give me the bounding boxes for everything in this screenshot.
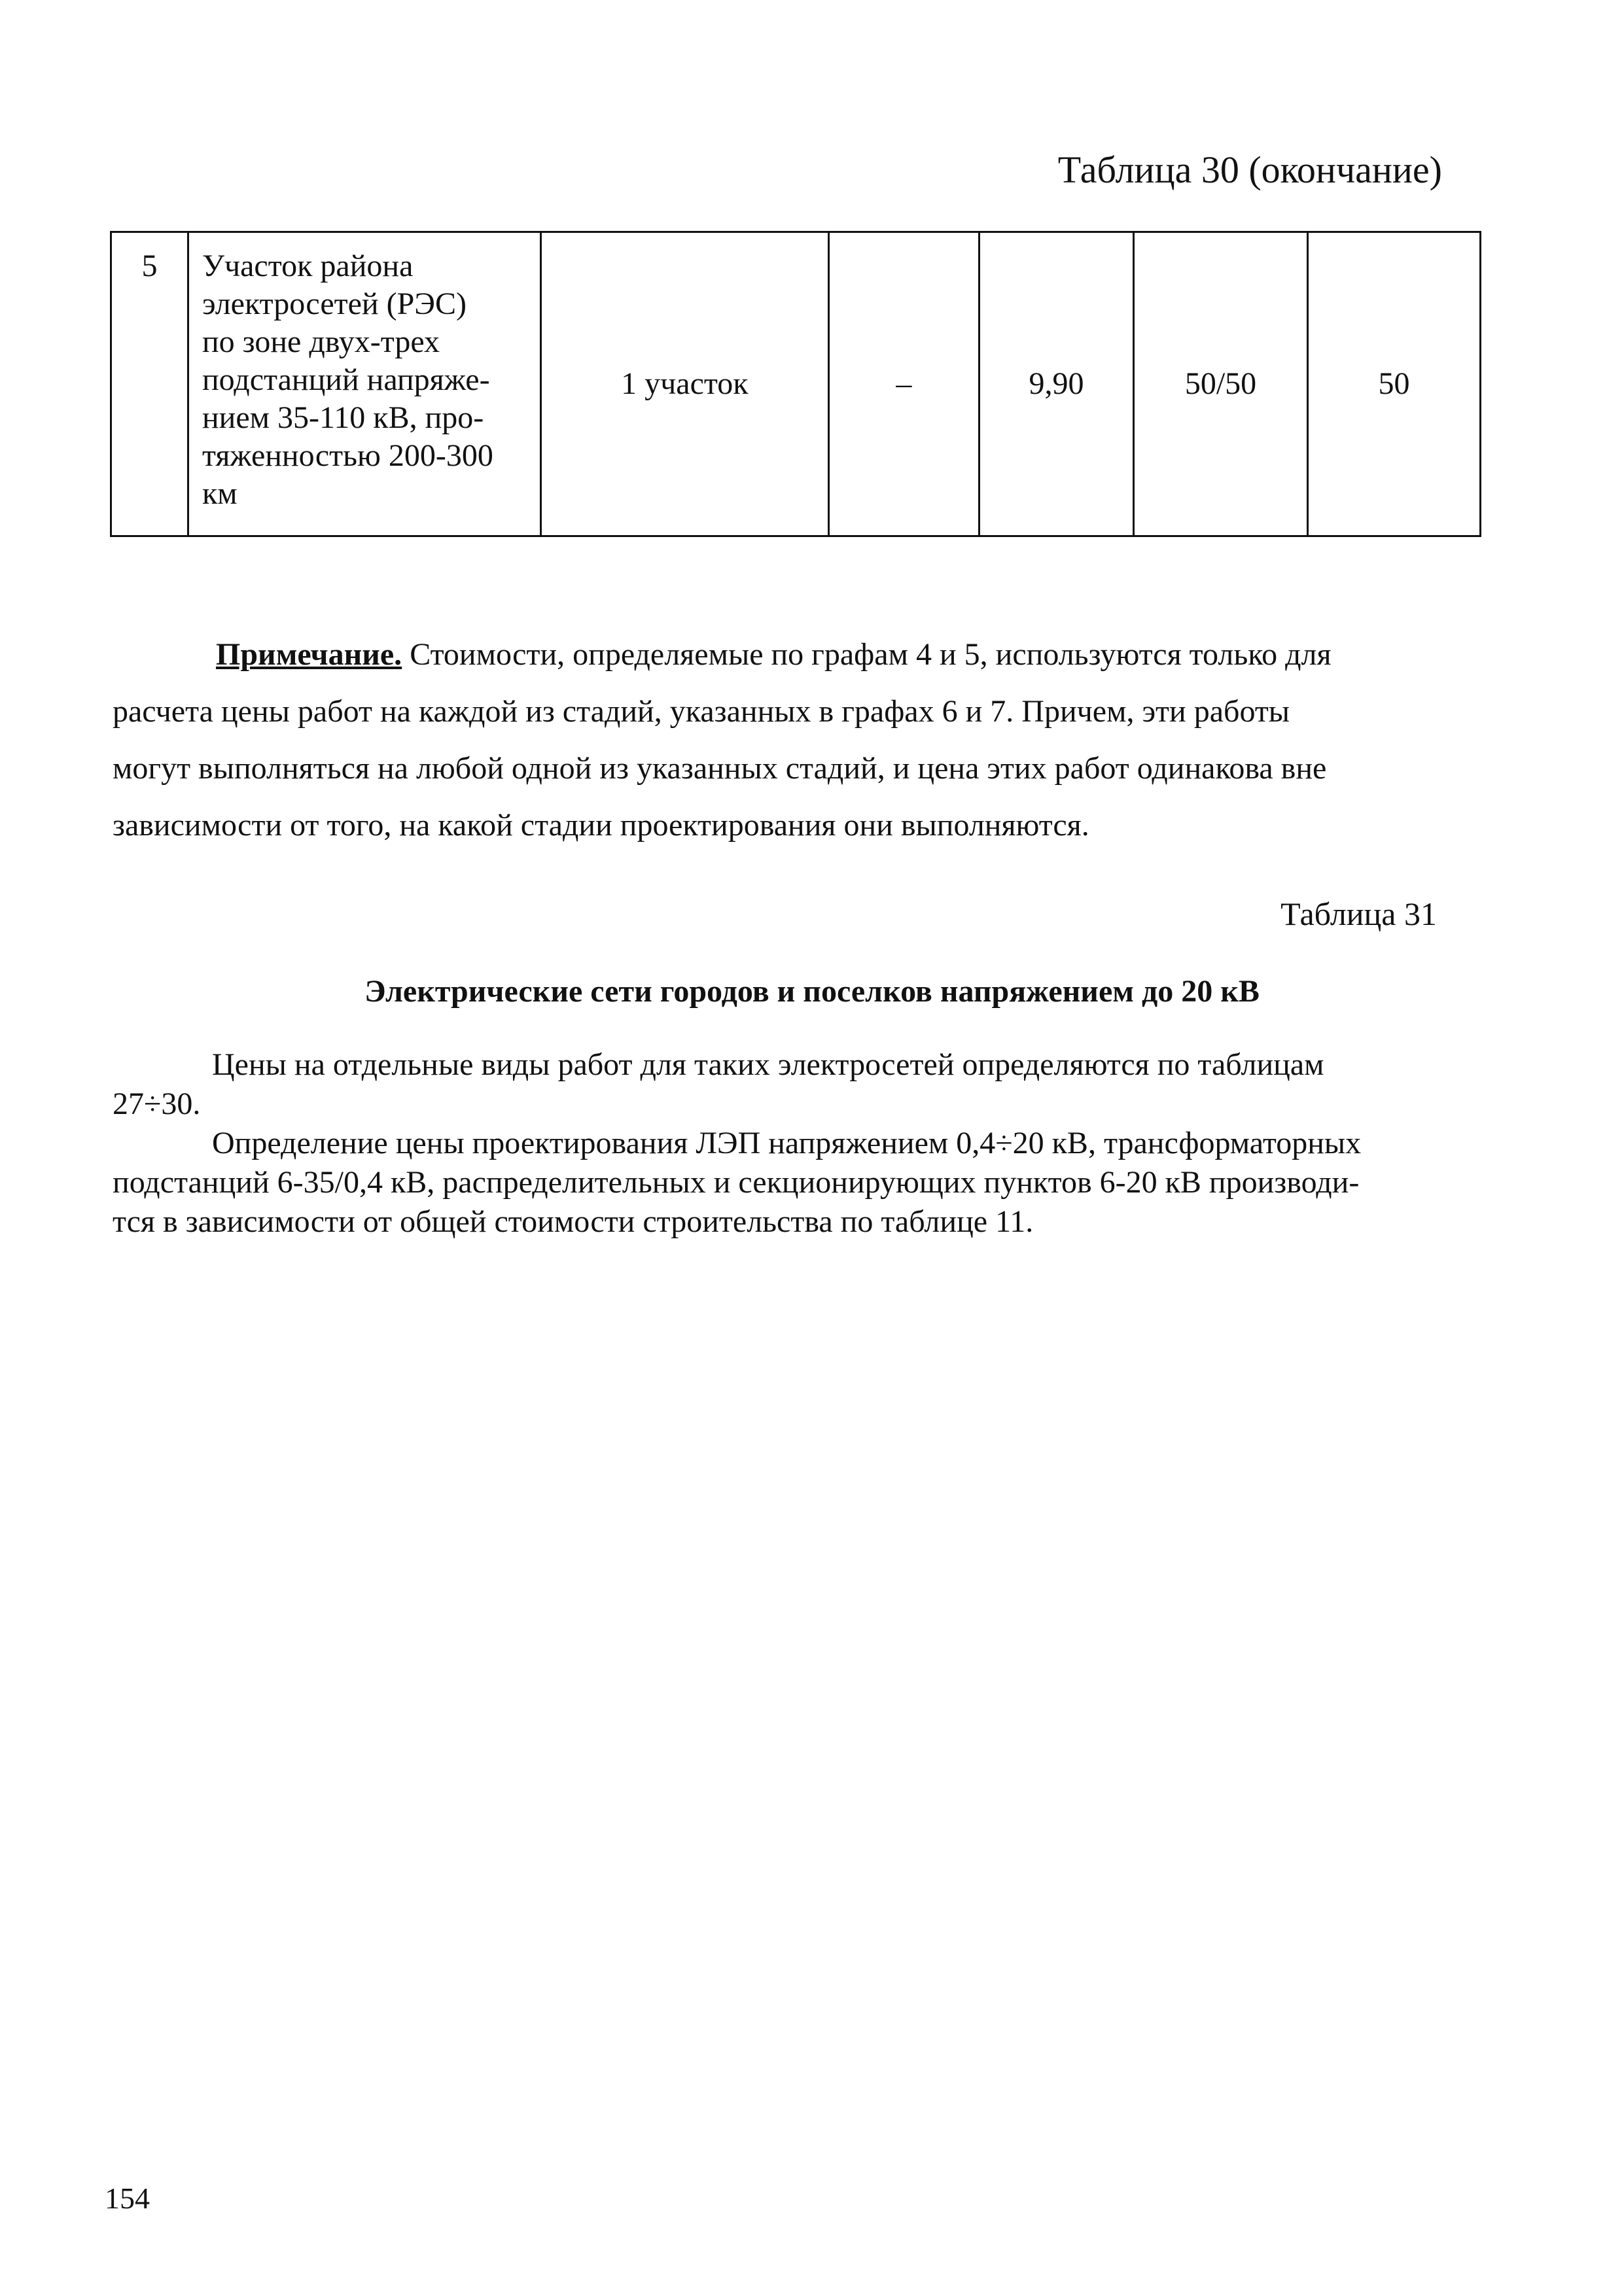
description-line: Участок района — [202, 249, 414, 283]
description-line: нием 35-110 кВ, про- — [202, 400, 484, 435]
table-row — [111, 232, 1481, 536]
note-first-text: Стоимости, определяемые по графам 4 и 5, используются только для — [402, 637, 1332, 672]
section-title: Электрические сети городов и поселков напряжением до 20 кВ — [364, 974, 1260, 1009]
paragraph-prices — [113, 1045, 1493, 1124]
paragraph-first-line: Определение цены проектирования ЛЭП напряжением 0,4÷20 кВ, трансформаторных — [212, 1126, 1362, 1160]
note-line: расчета цены работ на каждой из стадий, указанных в графах 6 и 7. Причем, эти работы — [113, 694, 1290, 729]
paragraph-line: подстанций 6-35/0,4 кВ, распределительных и секционирующих пунктов 6-20 кВ производи- — [113, 1165, 1360, 1200]
paragraph-first-line: Цены на отдельные виды работ для таких электросетей определяются по таблицам — [212, 1047, 1324, 1082]
paragraph-line: тся в зависимости от общей стоимости строительства по таблице 11. — [113, 1204, 1034, 1239]
description-line: подстанций напряже- — [202, 362, 490, 397]
description-line: км — [202, 476, 238, 511]
note-first-line — [113, 626, 1493, 683]
table-31-caption: Таблица 31 — [1280, 896, 1437, 932]
unit-cell: 1 участок — [540, 232, 828, 536]
note-label: Примечание. — [216, 637, 402, 672]
col7-cell: 50 — [1307, 232, 1480, 536]
description-line: электросетей (РЭС) — [202, 287, 467, 321]
note-line: могут выполняться на любой одной из указанных стадий, и цена этих работ одинакова вне — [113, 751, 1327, 786]
table-30 — [110, 231, 1481, 537]
row-number-cell: 5 — [111, 232, 188, 536]
paragraph-definition — [113, 1124, 1493, 1242]
paragraph-line: 27÷30. — [113, 1087, 201, 1121]
note-paragraph — [113, 626, 1493, 854]
col4-cell: – — [828, 232, 979, 536]
description-line: по зоне двух-трех — [202, 324, 440, 359]
note-line: зависимости от того, на какой стадии проектирования они выполняются. — [113, 808, 1089, 843]
table-30-caption: Таблица 30 (окончание) — [1057, 148, 1442, 191]
col6-cell: 50/50 — [1134, 232, 1308, 536]
col5-cell: 9,90 — [980, 232, 1134, 536]
page-number: 154 — [105, 2182, 150, 2215]
description-line: тяженностью 200-300 — [202, 438, 493, 473]
row-description-cell — [188, 232, 540, 536]
